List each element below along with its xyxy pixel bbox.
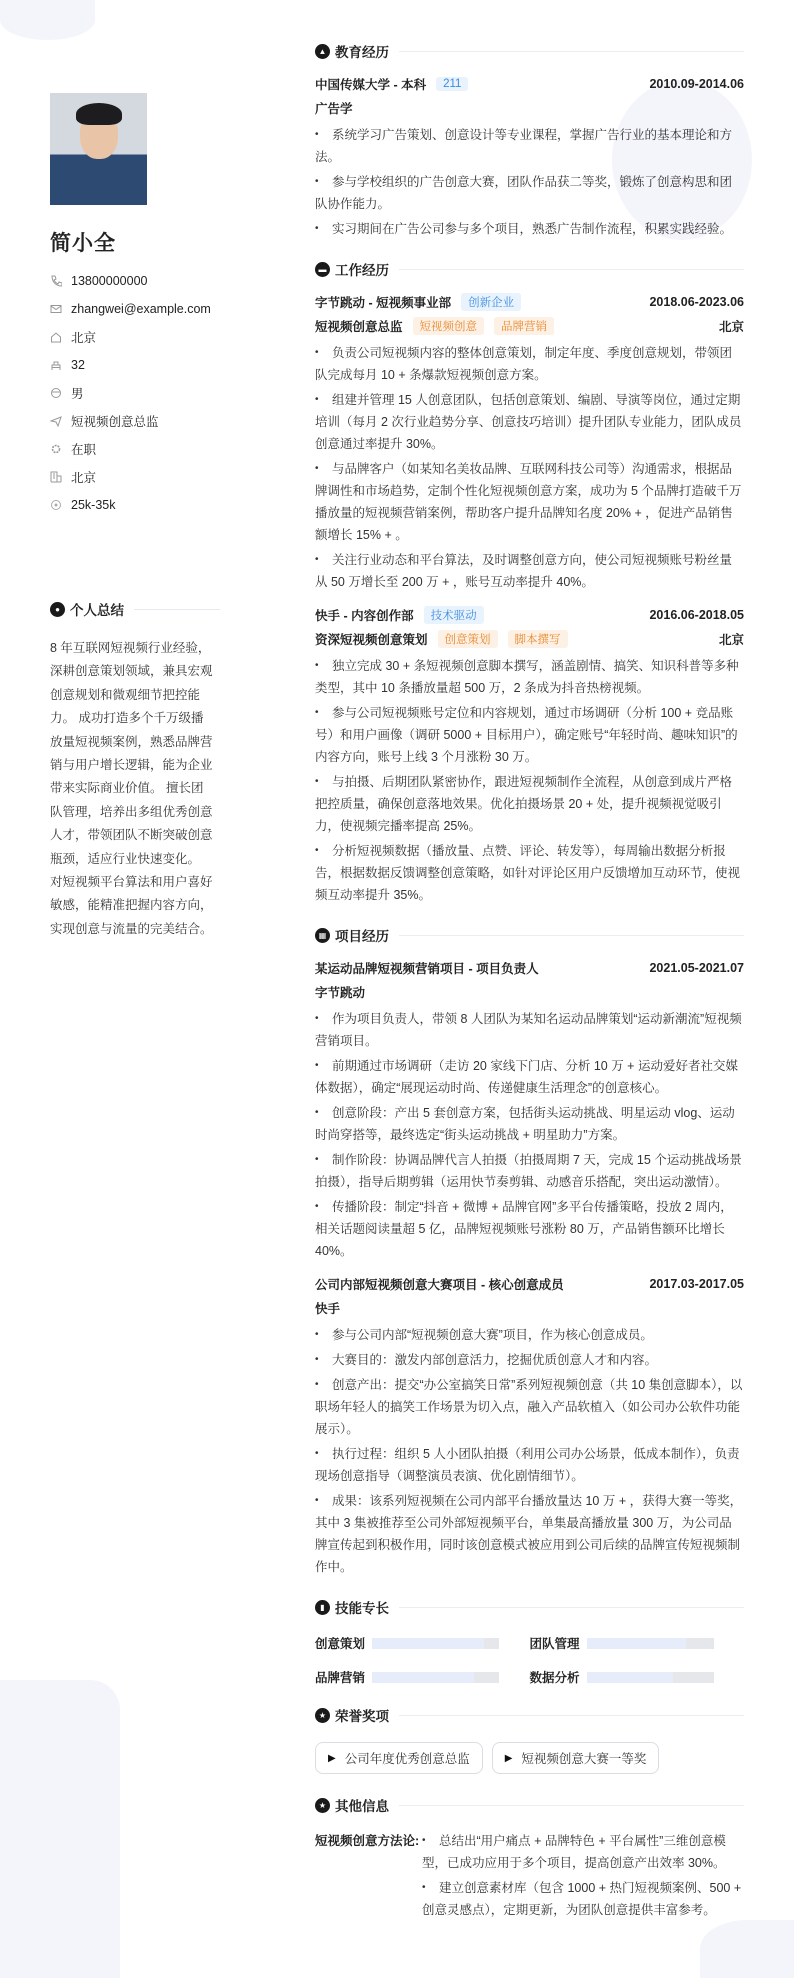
bullet-dot: • <box>315 129 319 140</box>
contact-value: zhangwei@example.com <box>71 302 211 316</box>
bullet-dot: • <box>315 845 319 856</box>
divider <box>399 51 744 52</box>
bullet-dot: • <box>315 1201 319 1212</box>
other-icon: ★ <box>315 1798 330 1813</box>
bullet-item: • 系统学习广告策划、创意设计等专业课程，掌握广告行业的基本理论和方法。 <box>315 124 744 168</box>
bullet-item: • 分析短视频数据（播放量、点赞、评论、转发等），每周输出数据分析报告，根据数据反馈调整创意策略，如针对评论区用户反馈增加互动环节，使视频互动率提升 35%。 <box>315 840 744 906</box>
education-title: 教育经历 <box>335 45 389 60</box>
skill-bar-fill <box>587 1672 673 1683</box>
bullet-list <box>315 1008 744 1262</box>
bullet-dot: • <box>315 394 319 405</box>
contact-item <box>50 351 220 379</box>
bullet-item: • 执行过程：组织 5 人小团队拍摄（利用公司办公场景，低成本制作），负责现场创意指导（调整演员表演、优化剧情细节）。 <box>315 1443 744 1487</box>
other-header <box>315 1794 744 1816</box>
bullet-item: • 参与公司内部“短视频创意大赛”项目，作为核心创意成员。 <box>315 1324 744 1346</box>
bullet-item: • 创意阶段：产出 5 套创意方案，包括街头运动挑战、明星运动 vlog、运动时尚穿搭等，最终选定“街头运动挑战 + 明星助力”方案。 <box>315 1102 744 1146</box>
project-name: 公司内部短视频创意大赛项目 - 核心创意成员 <box>315 1278 564 1292</box>
skill-bar <box>372 1638 499 1649</box>
projects-section <box>315 924 744 1578</box>
bullet-item: • 参与公司短视频账号定位和内容规划，通过市场调研（分析 100 + 竞品账号）和用户画像（调研 5000 + 目标用户），确定账号“年轻时尚、趣味知识”的内容方向，账号上线 3 个月涨粉 30 万。 <box>315 702 744 768</box>
bullet-item: • 独立完成 30 + 条短视频创意脚本撰写，涵盖剧情、搞笑、知识科普等多种类型，其中 10 条播放量超 500 万，2 条成为抖音热榜视频。 <box>315 655 744 699</box>
skill-bar-fill <box>587 1638 686 1649</box>
bullet-dot: • <box>315 1013 319 1024</box>
project-org: 快手 <box>315 1302 341 1316</box>
skill-bar <box>587 1638 714 1649</box>
education-icon: ▲ <box>315 44 330 59</box>
bullet-dot: • <box>315 1495 319 1506</box>
age-icon <box>50 359 62 371</box>
job-entry <box>315 603 744 906</box>
contact-value: 13800000000 <box>71 274 148 288</box>
bullet-item: • 实习期间在广告公司参与多个项目，熟悉广告制作流程，积累实践经验。 <box>315 218 744 240</box>
project-entry <box>315 1272 744 1578</box>
position-icon <box>50 415 62 427</box>
other-section <box>315 1794 744 1924</box>
divider <box>399 1715 744 1716</box>
skill-bar-fill <box>372 1638 484 1649</box>
job-entry <box>315 290 744 593</box>
skill-name: 数据分析 <box>529 1671 580 1685</box>
bullet-dot: • <box>315 176 319 187</box>
date: 2017.03-2017.05 <box>649 1277 744 1291</box>
sidebar <box>50 93 220 941</box>
date: 2018.06-2023.06 <box>649 295 744 309</box>
education-section <box>315 40 744 240</box>
bullet-dot: • <box>315 1354 319 1365</box>
bullet-item: • 建立创意素材库（包含 1000 + 热门短视频案例、500 + 创意灵感点），定期更新，为团队创意提供丰富参考。 <box>422 1877 744 1921</box>
contact-item <box>50 407 220 435</box>
bullet-item: • 传播阶段：制定“抖音 + 微博 + 品牌官网”多平台传播策略，投放 2 周内，相关话题阅读量超 5 亿，品牌短视频账号涨粉 80 万，产品销售额环比增长 40%。 <box>315 1196 744 1262</box>
award-item: ▶ 短视频创意大赛一等奖 <box>492 1742 660 1774</box>
salary-icon <box>50 499 62 511</box>
bullet-item: • 关注行业动态和平台算法，及时调整创意方向，使公司短视频账号粉丝量从 50 万增长至 200 万 + ，账号互动率提升 40%。 <box>315 549 744 593</box>
contact-item <box>50 379 220 407</box>
user-icon: ● <box>50 602 65 617</box>
projects-icon: ▦ <box>315 928 330 943</box>
bullet-item: • 前期通过市场调研（走访 20 家线下门店、分析 10 万 + 运动爱好者社交媒体数据），确定“展现运动时尚、传递健康生活理念”的创意核心。 <box>315 1055 744 1099</box>
education-header <box>315 40 744 62</box>
bullet-dot: • <box>422 1882 426 1893</box>
work-header <box>315 258 744 280</box>
bullet-dot: • <box>315 776 319 787</box>
bullet-dot: • <box>315 223 319 234</box>
gender-icon <box>50 387 62 399</box>
divider <box>399 1607 744 1608</box>
role: 短视频创意总监 <box>315 320 403 334</box>
award-item: ▶ 公司年度优秀创意总监 <box>315 1742 483 1774</box>
phone-icon <box>50 275 62 287</box>
status-icon <box>50 443 62 455</box>
bullet-dot: • <box>422 1835 426 1846</box>
bullet-item: • 制作阶段：协调品牌代言人拍摄（拍摄周期 7 天，完成 15 个运动挑战场景拍摄），指导后期剪辑（运用快节奏剪辑、动感音乐搭配，突出运动激情）。 <box>315 1149 744 1193</box>
bullet-list <box>422 1830 744 1921</box>
contact-value: 北京 <box>71 471 97 485</box>
divider <box>399 1805 744 1806</box>
bullet-dot: • <box>315 1154 319 1165</box>
bullet-dot: • <box>315 707 319 718</box>
other-label: 短视频创意方法论: <box>315 1834 420 1848</box>
skill-tag: 创意策划 <box>438 630 498 648</box>
skills-title: 技能专长 <box>335 1601 389 1616</box>
contact-value: 短视频创意总监 <box>71 415 159 429</box>
contact-value: 32 <box>71 358 85 372</box>
main-content <box>315 40 744 1924</box>
projects-title: 项目经历 <box>335 929 389 944</box>
contact-item <box>50 267 220 295</box>
role: 资深短视频创意策划 <box>315 633 428 647</box>
date: 2021.05-2021.07 <box>649 961 744 975</box>
triangle-icon: ▶ <box>328 1752 336 1764</box>
awards-header <box>315 1704 744 1726</box>
decor-circle <box>700 1920 794 1978</box>
bullet-item: • 作为项目负责人，带领 8 人团队为某知名运动品牌策划“运动新潮流”短视频营销项目。 <box>315 1008 744 1052</box>
contact-item <box>50 491 220 519</box>
work-title: 工作经历 <box>335 263 389 278</box>
skill-tag: 脚本撰写 <box>508 630 568 648</box>
bullet-item: • 大赛目的：激发内部创意活力，挖掘优质创意人才和内容。 <box>315 1349 744 1371</box>
city: 北京 <box>718 320 744 334</box>
avatar <box>50 93 147 205</box>
skill-bar <box>372 1672 499 1683</box>
bullet-dot: • <box>315 1448 319 1459</box>
divider <box>399 935 744 936</box>
skill-item <box>315 1666 530 1688</box>
bullet-item: • 参与学校组织的广告创意大赛，团队作品获二等奖，锻炼了创意构思和团队协作能力。 <box>315 171 744 215</box>
bullet-dot: • <box>315 1329 319 1340</box>
bullet-dot: • <box>315 1379 319 1390</box>
skill-tag: 短视频创意 <box>413 317 485 335</box>
contact-value: 男 <box>71 387 84 401</box>
skill-item <box>315 1632 530 1654</box>
divider <box>399 269 744 270</box>
company: 快手 - 内容创作部 <box>315 609 414 623</box>
triangle-icon: ▶ <box>504 1752 513 1764</box>
bullet-dot: • <box>315 660 319 671</box>
work-section <box>315 258 744 906</box>
skill-name: 创意策划 <box>315 1637 366 1651</box>
skill-item <box>530 1666 745 1688</box>
contact-value: 北京 <box>71 331 97 345</box>
projects-header <box>315 924 744 946</box>
decor-circle <box>0 0 95 40</box>
bullet-item: • 负责公司短视频内容的整体创意策划，制定年度、季度创意规划，带领团队完成每月 10 + 条爆款短视频创意方案。 <box>315 342 744 386</box>
home-icon <box>50 331 62 343</box>
skill-tag: 品牌营销 <box>494 317 554 335</box>
bullet-dot: • <box>315 1107 319 1118</box>
bullet-dot: • <box>315 1060 319 1071</box>
school-tag: 211 <box>436 77 468 91</box>
bullet-item: • 与品牌客户（如某知名美妆品牌、互联网科技公司等）沟通需求，根据品牌调性和市场趋势，定制个性化短视频创意方案，成功为 5 个品牌打造破千万播放量的短视频营销案例，帮助客户提升品牌知名度 20% + ，促进产品销售额增长 15% + 。 <box>315 458 744 546</box>
summary-text: 8 年互联网短视频行业经验，深耕创意策划领域，兼具宏观创意规划和微观细节把控能力。 成功打造多个千万级播放量短视频案例，熟悉品牌营销与用户增长逻辑，能为企业带来实际商业价值。 擅长团队管理，培养出多组优秀创意人才，带领团队不断突破创意瓶颈，适应行业快速变化。 对短视频平台算法和用户喜好敏感，能精准把握内容方向，实现创意与流量的完美结合。 <box>50 641 213 936</box>
bullet-item: • 总结出“用户痛点 + 品牌特色 + 平台属性”三维创意模型，已成功应用于多个项目，提高创意产出效率 30%。 <box>422 1830 744 1874</box>
date: 2010.09-2014.06 <box>649 77 744 91</box>
major: 广告学 <box>315 102 353 116</box>
contact-value: 在职 <box>71 443 97 457</box>
contact-item <box>50 463 220 491</box>
bullet-list <box>315 124 744 240</box>
skill-name: 品牌营销 <box>315 1671 366 1685</box>
skill-bar-fill <box>372 1672 474 1683</box>
bullet-dot: • <box>315 463 319 474</box>
mail-icon <box>50 303 62 315</box>
work-icon: ▬ <box>315 262 330 277</box>
skills-header <box>315 1596 744 1618</box>
bullet-list <box>315 1324 744 1578</box>
awards-title: 荣誉奖项 <box>335 1709 389 1724</box>
candidate-name: 简小全 <box>50 232 116 255</box>
school-name: 中国传媒大学 - 本科 <box>315 78 427 92</box>
bullet-list <box>315 342 744 593</box>
contact-list <box>50 267 220 519</box>
summary-title: 个人总结 <box>70 603 124 618</box>
contact-item <box>50 323 220 351</box>
city: 北京 <box>718 633 744 647</box>
contact-item <box>50 435 220 463</box>
bullet-item: • 创意产出：提交“办公室搞笑日常”系列短视频创意（共 10 集创意脚本），以职场年轻人的搞笑工作场景为切入点，融入产品软植入（如公司办公软件功能展示）。 <box>315 1374 744 1440</box>
skills-icon: ▮ <box>315 1600 330 1615</box>
skill-bar <box>587 1672 714 1683</box>
bullet-list <box>315 655 744 906</box>
city-icon <box>50 471 62 483</box>
contact-value: 25k-35k <box>71 498 116 512</box>
summary-header <box>50 599 220 619</box>
skills-section <box>315 1596 744 1688</box>
bullet-item: • 与拍摄、后期团队紧密协作，跟进短视频制作全流程，从创意到成片严格把控质量，确保创意落地效果。优化拍摄场景 20 + 处，提升视频视觉吸引力，使视频完播率提高 25%。 <box>315 771 744 837</box>
company-tag: 技术驱动 <box>424 606 484 624</box>
bullet-dot: • <box>315 347 319 358</box>
company: 字节跳动 - 短视频事业部 <box>315 296 452 310</box>
company-tag: 创新企业 <box>461 293 521 311</box>
contact-item <box>50 295 220 323</box>
project-name: 某运动品牌短视频营销项目 - 项目负责人 <box>315 962 539 976</box>
bullet-dot: • <box>315 554 319 565</box>
bullet-item: • 组建并管理 15 人创意团队，包括创意策划、编剧、导演等岗位，通过定期培训（每月 2 次行业趋势分享、创意技巧培训）提升团队专业能力，团队成员创意通过率提升 30%。 <box>315 389 744 455</box>
project-org: 字节跳动 <box>315 986 366 1000</box>
decor-circle <box>0 1680 120 1978</box>
awards-icon: ★ <box>315 1708 330 1723</box>
awards-section <box>315 1704 744 1774</box>
other-title: 其他信息 <box>335 1799 389 1814</box>
skill-name: 团队管理 <box>529 1637 580 1651</box>
date: 2016.06-2018.05 <box>649 608 744 622</box>
bullet-item: • 成果：该系列短视频在公司内部平台播放量达 10 万 + ，获得大赛一等奖，其中 3 集被推荐至公司外部短视频平台，单集最高播放量 300 万，为公司品牌宣传起到积极作用，同时该创意模式被应用到公司后续的品牌宣传短视频制作中。 <box>315 1490 744 1578</box>
project-entry <box>315 956 744 1262</box>
divider <box>134 609 220 610</box>
skill-item <box>530 1632 745 1654</box>
